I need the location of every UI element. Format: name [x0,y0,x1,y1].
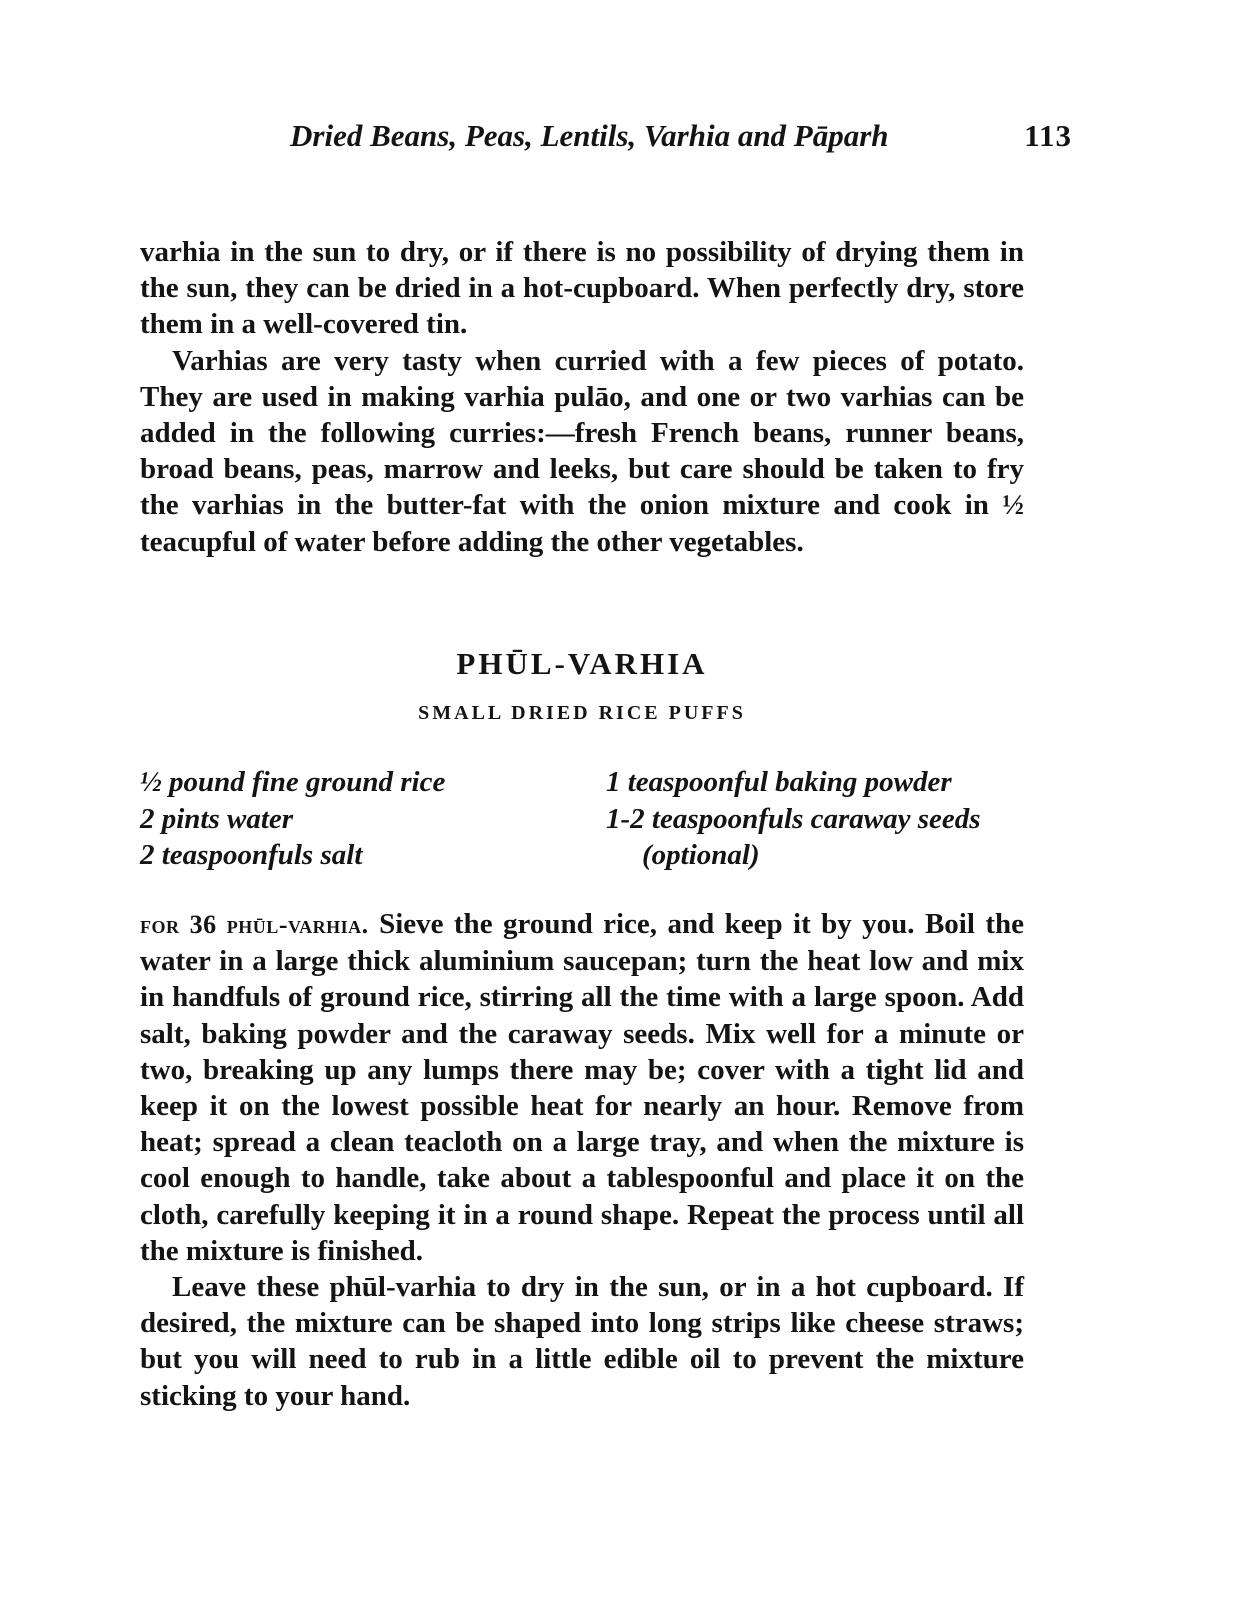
method-paragraph-1-text: Sieve the ground rice, and keep it by you. Boil the water in a large thick aluminium saucepan; turn the heat low and mix in handfuls of ground rice, stirring all the time with a large spoon. Add salt, baking powder and the caraway seeds. Mix well for a minute or two, breaking up any lumps there may be; cover with a tight lid and keep it on the lowest possible heat for nearly an hour. Remove from heat; spread a clean teacloth on a large tray, and when the mixture is cool enough to handle, take about a tablespoonful and place it on the cloth, carefully keeping it in a round shape. Repeat the process until all the mixture is finished. [140,908,1024,1267]
ingredients-right-column [606,764,981,874]
running-title: Dried Beans, Peas, Lentils, Varhia and Pāparh [290,118,889,153]
page-number: 113 [1024,118,1072,153]
method-paragraph-2: Leave these phūl-varhia to dry in the sun, or in a hot cupboard. If desired, the mixture can be shaped into long strips like cheese straws; but you will need to rub in a little edible oil to prevent the mixture sticking to your hand. [140,1271,1024,1412]
running-head [140,118,1082,162]
recipe-subtitle: SMALL DRIED RICE PUFFS [418,702,746,724]
ingredient-item-note: (optional) [642,839,760,871]
intro-paragraph-2: Varhias are very tasty when curried with a few pieces of potato. They are used in making varhia pulāo, and one or two varhias can be added in the following curries:—fresh French beans, runner beans, broad beans, peas, marrow and leeks, but care should be taken to fry the varhias in the butter-fat with the onion mixture and cook in ½ teacupful of water before adding the other vegetables. [140,344,1024,558]
ingredients-left-column [140,764,445,874]
ingredient-item: 1 teaspoonful baking powder [606,766,952,798]
method-lead: for 36 phūl-varhia. [140,910,369,939]
ingredient-item: 2 pints water [140,802,294,835]
recipe-title: PHŪL-VARHIA [456,646,708,681]
method-paragraph-1 [140,906,1024,1269]
intro-text [140,234,1024,560]
intro-paragraph-1: varhia in the sun to dry, or if there is no possibility of drying them in the sun, they can be dried in a hot-cupboard. When perfectly dry, store them in a well-covered tin. [140,236,1024,341]
method-text [140,906,1024,1414]
ingredient-item: 2 teaspoonfuls salt [140,839,363,871]
ingredient-item: ½ pound fine ground rice [140,766,446,798]
ingredient-item: 1-2 teaspoonfuls caraway seeds [606,802,981,835]
